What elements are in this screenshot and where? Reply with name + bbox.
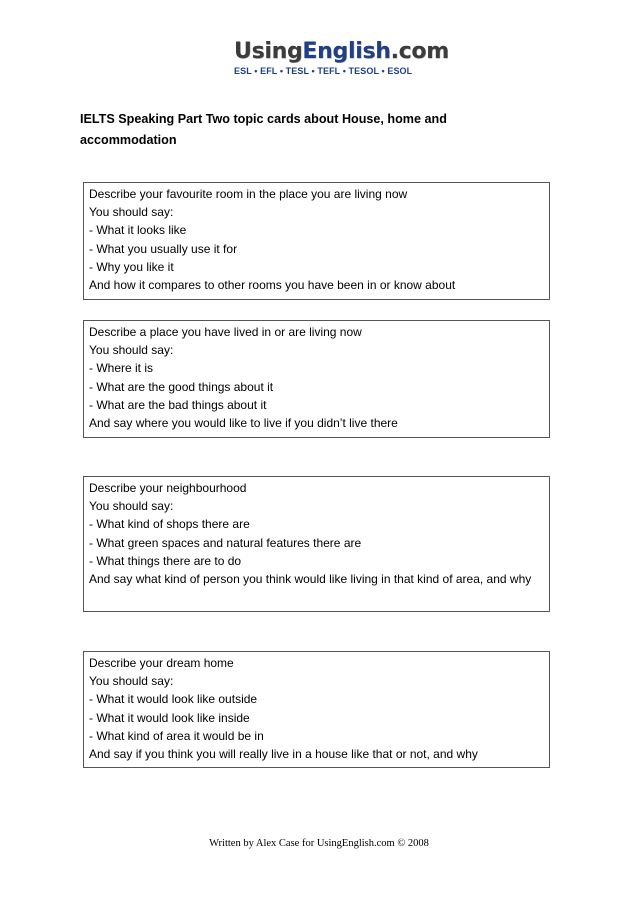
card-line: - What kind of shops there are xyxy=(89,517,250,532)
topic-card-favourite-room xyxy=(83,182,550,300)
document-title: IELTS Speaking Part Two topic cards about House, home and accommodation xyxy=(80,112,447,147)
card-topic: Describe your favourite room in the place you are living now xyxy=(89,187,408,201)
topic-card-neighbourhood xyxy=(83,476,550,612)
logo-title-english: English xyxy=(302,39,391,64)
card-line: - Why you like it xyxy=(89,259,174,274)
topic-card-dream-home xyxy=(83,651,550,768)
logo-title-using: Using xyxy=(234,39,303,64)
logo-title-dotcom: .com xyxy=(390,39,449,64)
card-line: You should say: xyxy=(89,343,174,358)
logo-subtitle: ESL • EFL • TESL • TEFL • TESOL • ESOL xyxy=(234,66,413,76)
card-line: - What are the good things about it xyxy=(89,379,274,394)
card-line: And say what kind of person you think would like living in that kind of area, and why xyxy=(89,572,532,587)
topic-card-place-lived xyxy=(83,320,550,438)
card-line: - What kind of area it would be in xyxy=(89,728,264,743)
usingenglish-logo xyxy=(234,39,449,76)
card-topic: Describe your dream home xyxy=(89,656,234,670)
card-line: And say where you would like to live if you didn’t live there xyxy=(89,416,398,431)
card-line: You should say: xyxy=(89,205,174,220)
card-line: - Where it is xyxy=(89,361,154,376)
logo-title xyxy=(234,39,449,64)
card-topic: Describe a place you have lived in or are living now xyxy=(89,325,362,339)
card-line: - What things there are to do xyxy=(89,553,242,568)
card-line: And say if you think you will really live in a house like that or not, and why xyxy=(89,747,478,762)
card-line: - What green spaces and natural features there are xyxy=(89,535,362,550)
page-footer: Written by Alex Case for UsingEnglish.com © 2008 xyxy=(209,838,429,849)
card-line: And how it compares to other rooms you have been in or know about xyxy=(89,278,456,293)
card-line: - What it looks like xyxy=(89,223,187,238)
card-line: You should say: xyxy=(89,674,174,689)
card-line: - What it would look like inside xyxy=(89,710,250,725)
card-line: - What you usually use it for xyxy=(89,241,238,256)
card-line: - What are the bad things about it xyxy=(89,397,267,412)
card-line: You should say: xyxy=(89,499,174,514)
card-line: - What it would look like outside xyxy=(89,692,258,707)
card-topic: Describe your neighbourhood xyxy=(89,481,247,495)
